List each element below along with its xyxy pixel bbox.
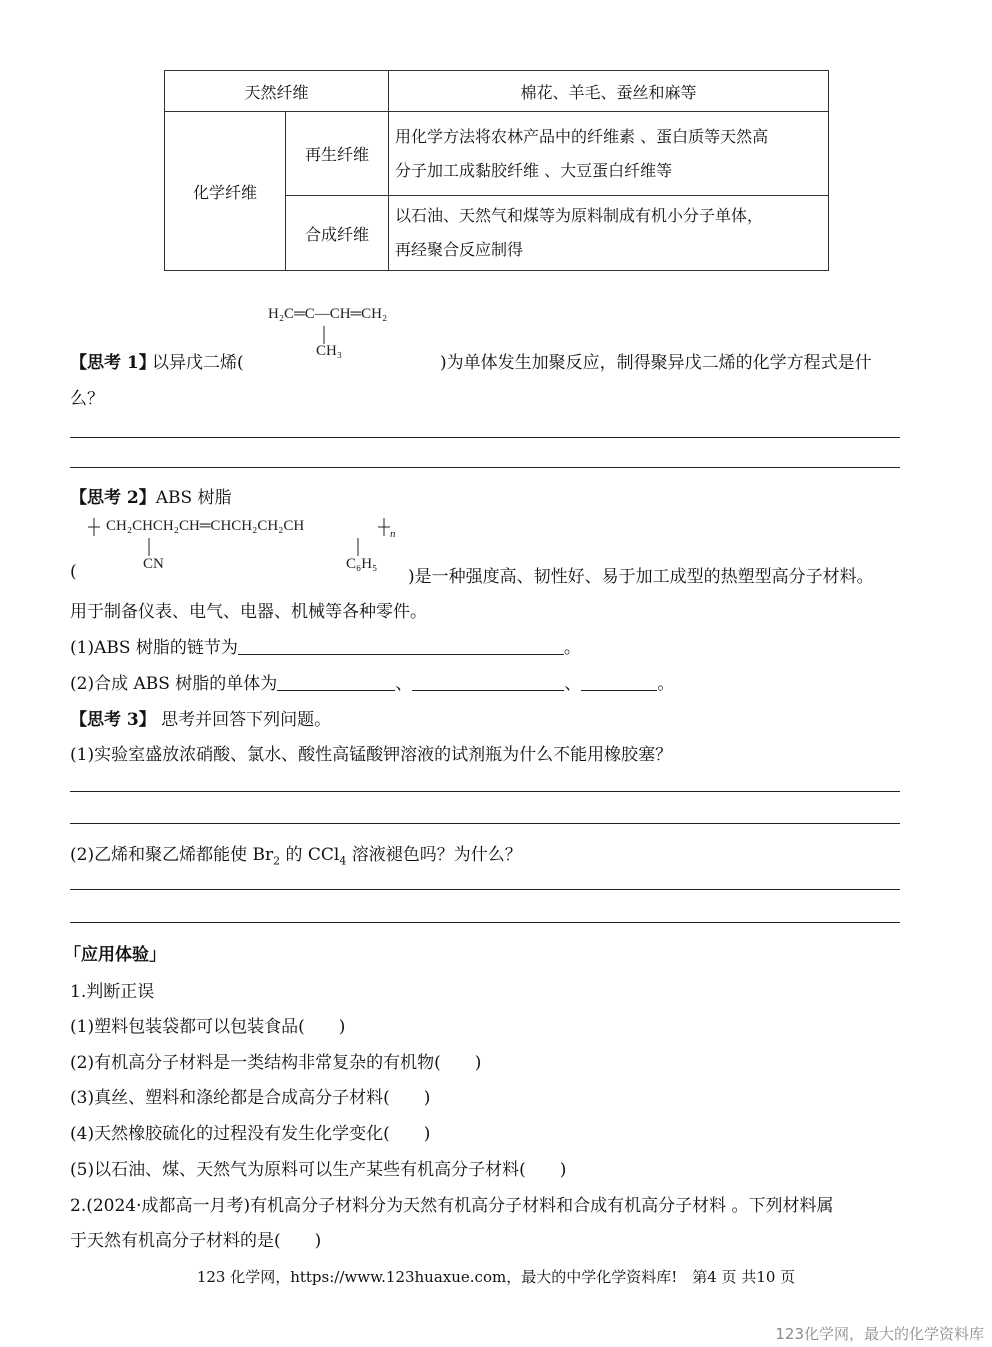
think3-part2-c: 溶液褪色吗？为什么？ (346, 845, 522, 865)
monomer-blank-1[interactable] (277, 674, 395, 691)
abs-part1 (70, 633, 581, 658)
judge-item: (1)塑料包装袋都可以包装食品( ) (70, 1017, 346, 1037)
think3-tag: 【思考 3】 (70, 710, 156, 730)
judge-item: (3)真丝、塑料和涤纶都是合成高分子材料( ) (70, 1088, 431, 1108)
abs-c6h5: C₆H₅ (346, 556, 378, 572)
judge-item: (4)天然橡胶硫化的过程没有发生化学变化( ) (70, 1124, 431, 1144)
abs-desc-b: 用于制备仪表、电气、电器、机械等各种零件。 (70, 602, 427, 622)
think1-text-b: )为单体发生加聚反应，制得聚异戊二烯的化学方程式是什 (440, 353, 872, 373)
think3-part2 (70, 840, 522, 867)
regen-desc-line1: 用化学方法将农林产品中的纤维素 、蛋白质等天然高 (395, 126, 769, 146)
isoprene-structure-ch3: CH₃ (316, 343, 343, 359)
abs-part2-label: (2)合成 ABS 树脂的单体为 (70, 674, 278, 694)
judge-item: (5)以石油、煤、天然气为原料可以生产某些有机高分子材料( ) (70, 1160, 567, 1180)
synth-fiber-label: 合成纤维 (286, 196, 389, 271)
question2-line1: 2.(2024·成都高一月考)有机高分子材料分为天然有机高分子材料和合成有机高分子材料 。下列材料属 (70, 1196, 834, 1216)
page-footer: 123 化学网，https://www.123huaxue.com，最大的中学化学资料库! 第4 页 共10 页 (196, 1268, 796, 1286)
natural-fiber-examples: 棉花、羊毛、蚕丝和麻等 (389, 71, 829, 112)
abs-sep-1: 、 (395, 674, 413, 694)
think2-tag: 【思考 2】 (70, 488, 156, 508)
chain-unit-blank[interactable] (238, 638, 564, 655)
monomer-blank-3[interactable] (581, 674, 657, 691)
abs-part2-end: 。 (657, 674, 675, 694)
abs-part1-label: (1)ABS 树脂的链节为 (70, 638, 238, 658)
think3-part2-sub2: 4 (339, 854, 347, 868)
abs-phenyl-bond (357, 538, 359, 556)
think2-title: ABS 树脂 (155, 488, 232, 508)
isoprene-structure-top: H₂C═C—CH═CH₂ (268, 306, 388, 322)
chemical-fiber-label: 化学纤维 (165, 112, 286, 271)
think3-part2-a: (2)乙烯和聚乙烯都能使 Br (70, 845, 274, 865)
think3-heading (70, 705, 331, 730)
think2-heading (70, 483, 232, 508)
think3-title: 思考并回答下列问题。 (161, 710, 332, 730)
answer-line[interactable] (70, 467, 900, 468)
natural-fiber-label: 天然纤维 (165, 71, 389, 112)
think3-part1: (1)实验室盛放浓硝酸、氯水、酸性高锰酸钾溶液的试剂瓶为什么不能用橡胶塞？ (70, 745, 673, 765)
answer-line[interactable] (70, 922, 900, 923)
regen-fiber-desc (389, 112, 829, 196)
watermark: 123化学网，最大的化学资料库 (775, 1325, 984, 1343)
abs-desc-a: )是一种强度高、韧性好、易于加工成型的热塑型高分子材料。 (408, 567, 874, 587)
abs-formula: CH₂CHCH₂CH═CHCH₂CH₂CH (106, 518, 305, 534)
think3-part2-b: 的 CCl (280, 845, 340, 865)
judge-title: 1.判断正误 (70, 982, 155, 1002)
judge-item: (2)有机高分子材料是一类结构非常复杂的有机物( ) (70, 1053, 482, 1073)
answer-line[interactable] (70, 791, 900, 792)
application-heading: 「应用体验」 (64, 945, 166, 965)
monomer-blank-2[interactable] (412, 674, 564, 691)
abs-open-paren: ( (70, 562, 77, 582)
abs-subscript-n: n (390, 528, 396, 540)
regen-desc-line2: 分子加工成黏胶纤维 、大豆蛋白纤维等 (395, 160, 673, 180)
answer-line[interactable] (70, 437, 900, 438)
fiber-table (164, 70, 829, 271)
think1-tag: 【思考 1】 (70, 353, 156, 373)
isoprene-bond (323, 326, 325, 344)
think1-text-c: 么？ (70, 389, 104, 409)
synth-fiber-desc (389, 196, 829, 271)
synth-desc-line1: 以石油、天然气和煤等为原料制成有机小分子单体， (395, 206, 764, 225)
answer-line[interactable] (70, 823, 900, 824)
synth-desc-line2: 再经聚合反应制得 (395, 240, 524, 259)
abs-cn-bond (148, 538, 150, 556)
answer-line[interactable] (70, 889, 900, 890)
abs-part2 (70, 669, 674, 694)
question2-line2: 于天然有机高分子材料的是( ) (70, 1231, 322, 1251)
think1-text-a: 以异戊二烯( (152, 353, 244, 373)
abs-part1-end: 。 (563, 638, 581, 658)
abs-cn: CN (143, 556, 164, 572)
think3-part2-sub1: 2 (273, 854, 281, 868)
abs-sep-2: 、 (564, 674, 582, 694)
regen-fiber-label: 再生纤维 (286, 112, 389, 196)
